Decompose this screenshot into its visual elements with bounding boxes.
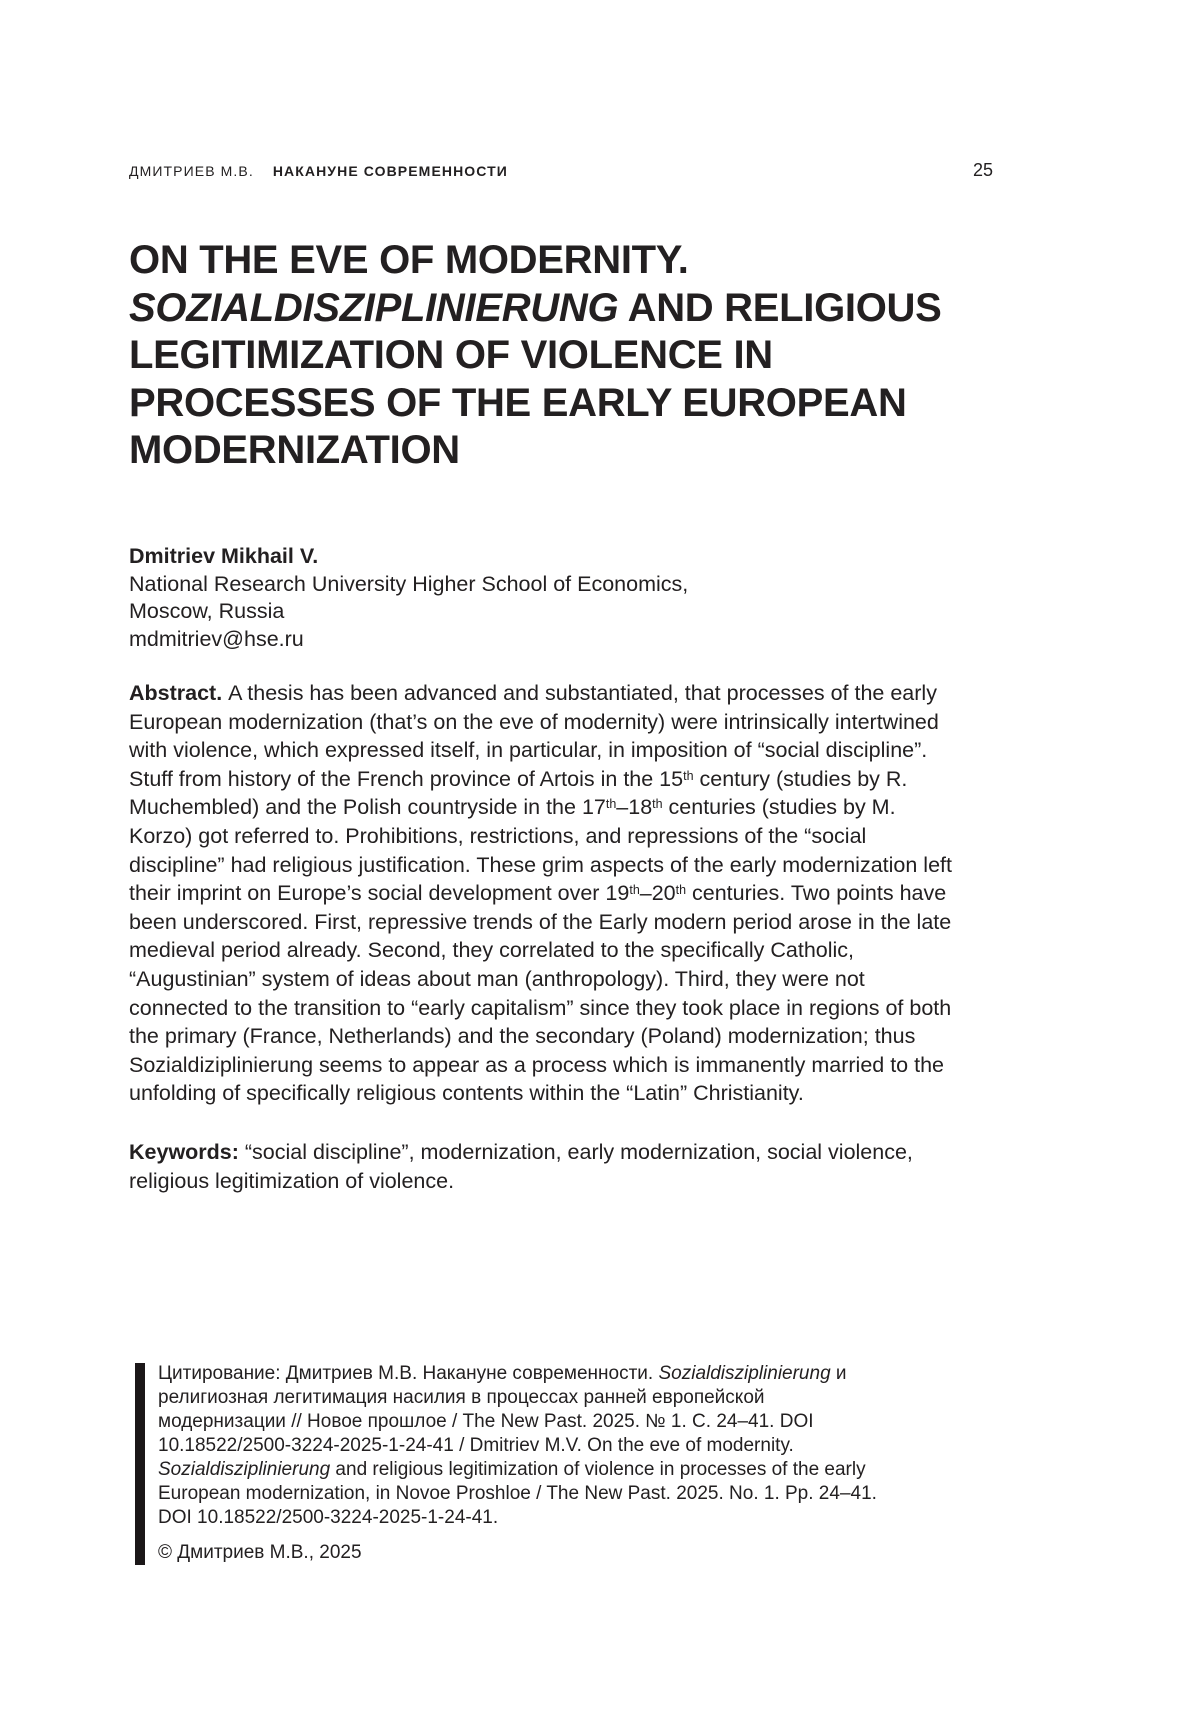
author-location: Moscow, Russia xyxy=(129,599,285,624)
running-title: НАКАНУНЕ СОВРЕМЕННОСТИ xyxy=(272,163,508,179)
citation-accent-bar xyxy=(135,1363,145,1565)
title-line-3: LEGITIMIZATION OF VIOLENCE IN xyxy=(129,333,773,377)
citation-text: Цитирование: Дмитриев М.В. Накануне современности. Sozialdisziplinierung и религиозная легитимация насилия в процессах ранней европейской модернизации // Новое прошлое / The New Past. 2025. № 1. С. 24–41. DOI 10.18522/2500-3224-2025-1-24-41 / Dmitriev M.V. On the eve of modernity. Sozialdisziplinierung and religious legitimization of violence in processes of the early European modernization, in Novoe Proshloe / The New Past. 2025. No. 1. Pp. 24–41. DOI 10.18522/2500-3224-2025-1-24-41. xyxy=(158,1363,877,1528)
author-email: mdmitriev@hse.ru xyxy=(129,626,304,651)
running-author: ДМИТРИЕВ М.В. xyxy=(129,163,254,179)
citation-block xyxy=(135,1362,895,1565)
title-line-1: ON THE EVE OF MODERNITY. xyxy=(129,238,689,282)
running-header xyxy=(129,161,993,180)
author-affiliation: National Research University Higher School of Economics, xyxy=(129,571,689,596)
keywords-paragraph: Keywords: “social discipline”, modernization, early modernization, social violence, religious legitimization of violence. xyxy=(129,1140,913,1193)
title-line-2: SOZIALDISZIPLINIERUNG AND RELIGIOUS xyxy=(129,285,942,330)
abstract-paragraph: Abstract. A thesis has been advanced and substantiated, that processes of the early European modernization (that’s on the eve of modernity) were intrinsically intertwined with violence, which expressed itself, in particular, in imposition of “social discipline”. Stuff from history of the French province of Artois in the 15th century (studies by R. Muchembled) and the Polish countryside in the 17th–18th centuries (studies by M. Korzo) got referred to. Prohibitions, restrictions, and repressions of the “social discipline” had religious justification. These grim aspects of the early modernization left their imprint on Europe’s social development over 19th–20th centuries. Two points have been underscored. First, repressive trends of the Early modern period arose in the late medieval period already. Second, they correlated to the specifically Catholic, “Augustinian” system of ideas about man (anthropology). Third, they were not connected to the transition to “early capitalism” since they took place in regions of both the primary (France, Netherlands) and the secondary (Poland) modernization; thus Sozialdiziplinierung seems to appear as a process which is immanently married to the unfolding of specifically religious contents within the “Latin” Christianity. xyxy=(129,681,952,1106)
author-name: Dmitriev Mikhail V. xyxy=(129,544,319,568)
article-title xyxy=(129,237,999,475)
title-line-5: MODERNIZATION xyxy=(129,428,460,472)
title-line-4: PROCESSES OF THE EARLY EUROPEAN xyxy=(129,380,907,425)
copyright-line: © Дмитриев М.В., 2025 xyxy=(158,1542,362,1563)
page-number: 25 xyxy=(972,160,993,180)
running-header-text xyxy=(129,162,508,180)
author-block xyxy=(129,543,688,653)
